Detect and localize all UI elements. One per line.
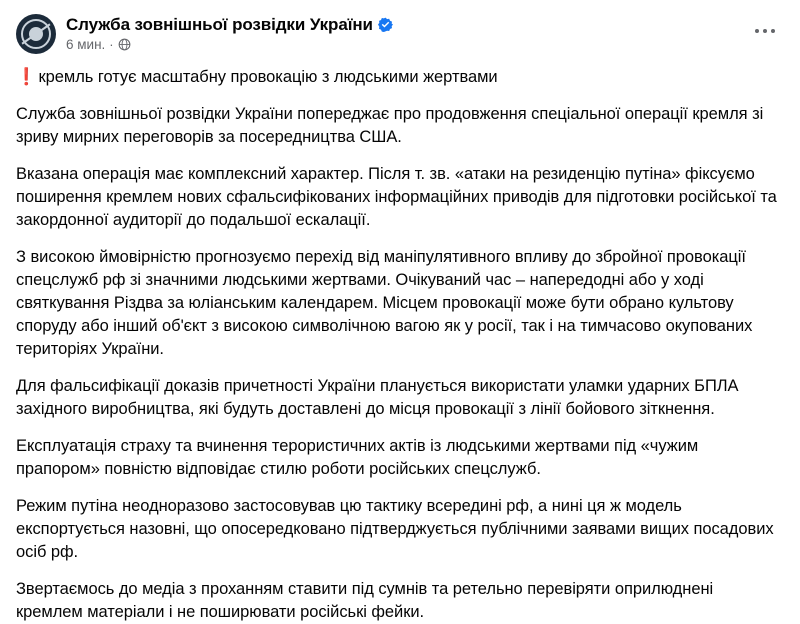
meta-separator: ·	[109, 36, 114, 52]
post-headline-text: кремль готує масштабну провокацію з людськими жертвами	[38, 68, 498, 86]
author-row	[66, 15, 393, 35]
post-header	[16, 12, 784, 58]
globe-icon	[118, 38, 131, 51]
warning-icon: ❗	[16, 68, 37, 86]
avatar[interactable]	[16, 14, 56, 54]
post-paragraph: Служба зовнішньої розвідки України попереджає про продовження спеціальної операції кремля зі зриву мирних переговорів за посередництва США.	[16, 105, 764, 146]
post-timestamp[interactable]: 6 мин.	[66, 36, 106, 52]
post-paragraph: Для фальсифікації доказів причетності України планується використати уламки ударних БПЛА західного виробництва, які будуть доставлені до місця провокації з лінії бойового зіткнення.	[16, 377, 739, 418]
post-paragraph: Вказана операція має комплексний характер. Після т. зв. «атаки на резиденцію путіна» фіксуємо поширення кремлем нових сфальсифікованих інформаційних приводів для підготовки російської та закордонної аудиторії до подальшої ескалації.	[16, 165, 777, 229]
post-paragraph: Експлуатація страху та вчинення терористичних актів із людськими жертвами під «чужим прапором» повністю відповідає стилю роботи російських спецслужб.	[16, 437, 699, 478]
post-paragraph: Звертаємось до медіа з проханням ставити під сумнів та ретельно перевіряти оприлюднені кремлем матеріали і не поширювати російські фейки.	[16, 580, 714, 621]
more-options-icon[interactable]	[748, 20, 782, 42]
post-paragraph: Режим путіна неодноразово застосовував цю тактику всередині рф, а нині ця ж модель експортується назовні, що опосередковано підтверджується публічними заявами вищих посадових осіб рф.	[16, 497, 774, 561]
post-paragraph: З високою ймовірністю прогнозуємо перехід від маніпулятивного впливу до збройної провокації спецслужб рф зі значними людськими жертвами. Очікуваний час – напередодні або у ході святкування Різдва за юліанським календарем. Місцем провокації може бути обрано культову споруду або інший об'єкт з високою символічною вагою як у росії, так і на тимчасово окупованих територіях України.	[16, 248, 753, 358]
post-headline	[16, 66, 784, 89]
page-title[interactable]: Служба зовнішньої розвідки України	[66, 14, 373, 34]
post-body	[16, 58, 784, 624]
post-header-text	[66, 12, 393, 54]
verified-badge-icon	[378, 17, 393, 32]
post-meta	[66, 37, 393, 52]
